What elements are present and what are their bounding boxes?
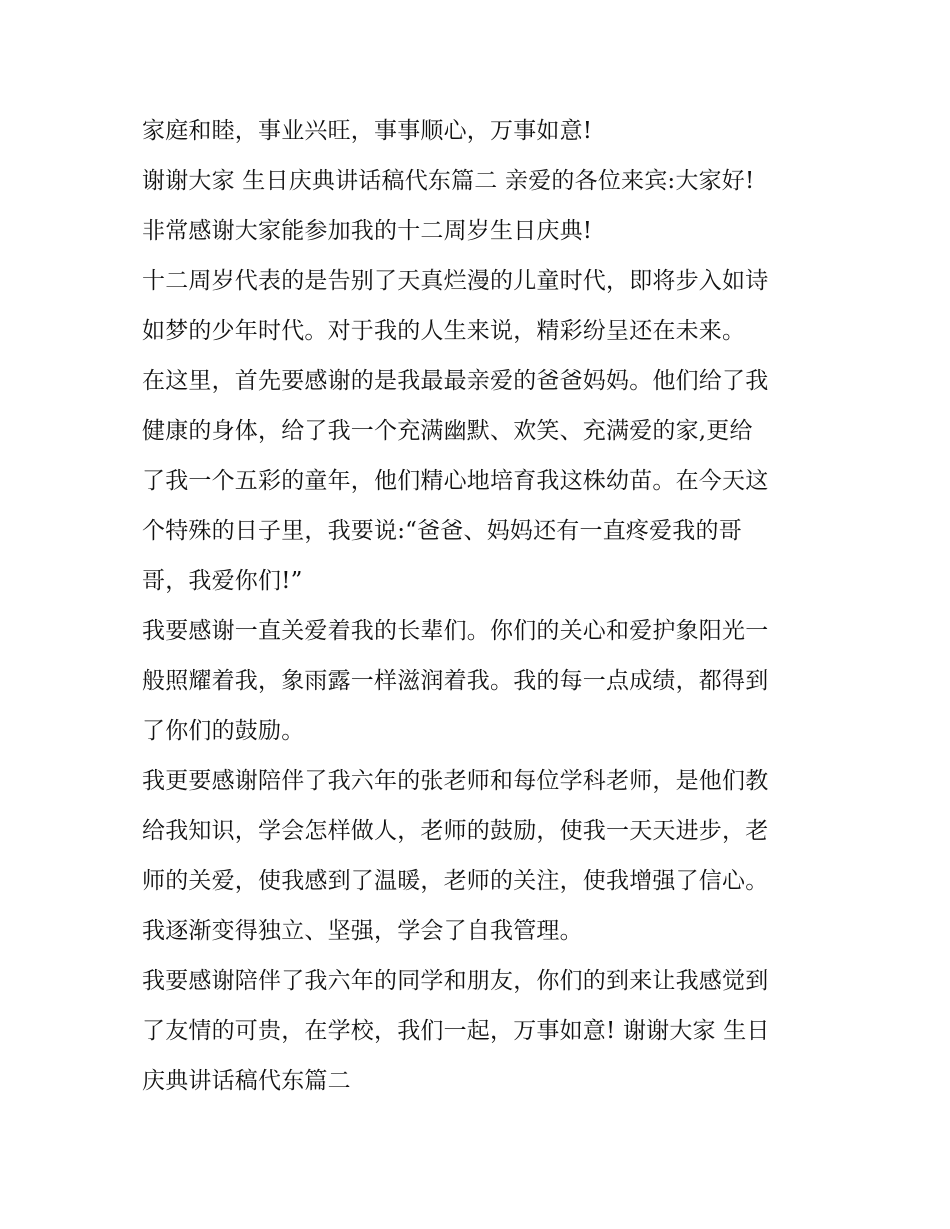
- text-line: 健康的身体，给了我一个充满幽默、欢笑、充满爱的家,更给: [142, 418, 753, 444]
- text-line: 我要感谢一直关爱着我的长辈们。你们的关心和爱护象阳光一: [142, 618, 769, 644]
- text-line: 师的关爱，使我感到了温暖，老师的关注，使我增强了信心。: [142, 868, 769, 894]
- text-line: 谢谢大家 生日庆典讲话稿代东篇二 亲爱的各位来宾:大家好!: [142, 168, 755, 194]
- text-line: 如梦的少年时代。对于我的人生来说，精彩纷呈还在未来。: [142, 318, 746, 344]
- text-line: 般照耀着我，象雨露一样滋润着我。我的每一点成绩，都得到: [142, 668, 769, 694]
- document-body: [142, 106, 822, 1106]
- text-line: 了友情的可贵，在学校，我们一起，万事如意! 谢谢大家 生日: [142, 1018, 770, 1044]
- text-line: 庆典讲话稿代东篇二: [142, 1068, 351, 1094]
- text-line: 哥，我爱你们!”: [142, 568, 303, 594]
- text-line: 给我知识，学会怎样做人，老师的鼓励，使我一天天进步，老: [142, 818, 769, 844]
- text-line: 非常感谢大家能参加我的十二周岁生日庆典!: [142, 218, 593, 244]
- text-line: 了你们的鼓励。: [142, 718, 305, 744]
- text-line: 了我一个五彩的童年，他们精心地培育我这株幼苗。在今天这: [142, 468, 769, 494]
- text-line: 我要感谢陪伴了我六年的同学和朋友，你们的到来让我感觉到: [142, 968, 769, 994]
- text-line: 个特殊的日子里，我要说:“爸爸、妈妈还有一直疼爱我的哥: [142, 518, 742, 544]
- text-line: 家庭和睦，事业兴旺，事事顺心，万事如意!: [142, 118, 593, 144]
- text-line: 我更要感谢陪伴了我六年的张老师和每位学科老师，是他们教: [142, 768, 769, 794]
- text-line: 十二周岁代表的是告别了天真烂漫的儿童时代，即将步入如诗: [142, 268, 769, 294]
- text-line: 我逐渐变得独立、坚强，学会了自我管理。: [142, 918, 583, 944]
- text-line: 在这里，首先要感谢的是我最最亲爱的爸爸妈妈。他们给了我: [142, 368, 769, 394]
